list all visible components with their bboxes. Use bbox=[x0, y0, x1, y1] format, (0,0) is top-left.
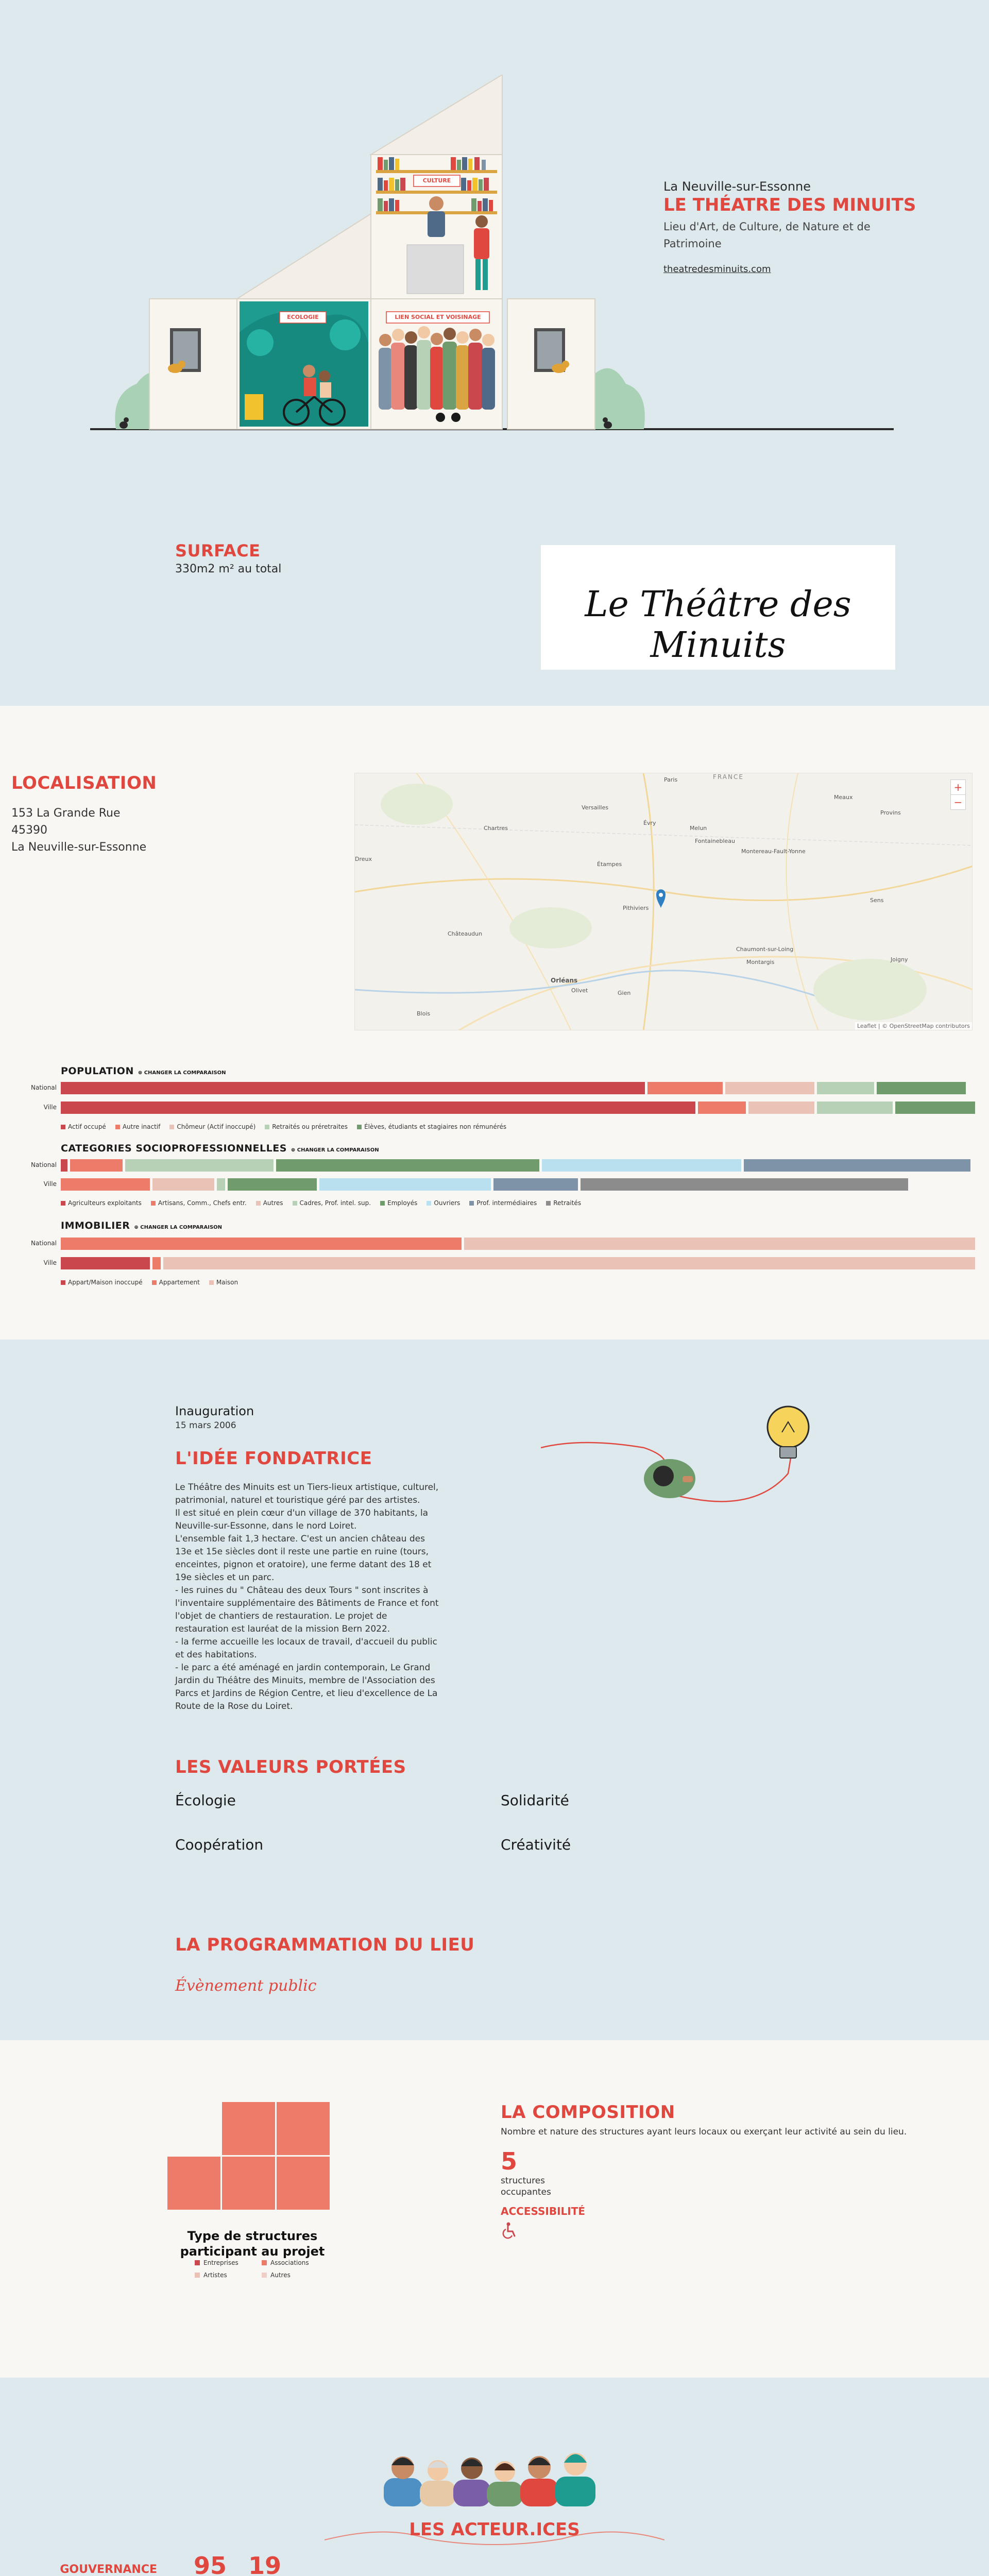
immobilier-bar-national bbox=[61, 1238, 978, 1250]
localisation-section bbox=[0, 706, 989, 1340]
csp-title-text: CATEGORIES SOCIOPROFESSIONNELLES bbox=[61, 1143, 287, 1154]
immobilier-legend bbox=[61, 1279, 247, 1286]
legend-label: Élèves, étudiants et stagiaires non rémunérés bbox=[364, 1123, 507, 1130]
people-illustration bbox=[381, 2439, 613, 2506]
map-label-city: Provins bbox=[880, 809, 901, 816]
idee-section bbox=[0, 1340, 989, 2040]
hero-info bbox=[663, 179, 916, 275]
address bbox=[11, 805, 157, 856]
bar-segment[interactable] bbox=[61, 1101, 695, 1114]
population-label-ville: Ville bbox=[43, 1104, 57, 1111]
legend-item bbox=[293, 1199, 371, 1207]
idee-title: L'IDÉE FONDATRICE bbox=[175, 1448, 372, 1469]
legend-swatch bbox=[169, 1125, 174, 1129]
legend-swatch bbox=[262, 2273, 267, 2278]
gouvernance-label: GOUVERNANCE bbox=[60, 2563, 157, 2576]
valeur-item: Solidarité bbox=[501, 1792, 569, 1809]
valeur-item: Créativité bbox=[501, 1836, 571, 1853]
legend-item bbox=[209, 1279, 238, 1286]
bar-segment[interactable] bbox=[725, 1082, 814, 1094]
valeur-item: Coopération bbox=[175, 1836, 264, 1853]
acteurs-section bbox=[0, 2378, 989, 2576]
map-label-city: Sens bbox=[870, 897, 884, 904]
legend-label: Ouvriers bbox=[434, 1199, 461, 1207]
label-ecologie: ECOLOGIE bbox=[287, 314, 319, 320]
gouvernance-block bbox=[52, 2563, 157, 2576]
address-postcode: 45390 bbox=[11, 824, 47, 837]
legend-item bbox=[61, 1279, 143, 1286]
lightbulb-illustration bbox=[541, 1401, 829, 1525]
programmation-title: LA PROGRAMMATION DU LIEU bbox=[175, 1935, 475, 1955]
csp-change-comparison[interactable]: ⊕ CHANGER LA COMPARAISON bbox=[291, 1147, 379, 1153]
legend-swatch bbox=[380, 1201, 385, 1206]
surface-value: 330m2 m² au total bbox=[175, 563, 282, 575]
legend-item bbox=[61, 1199, 142, 1207]
population-change-comparison[interactable]: ⊕ CHANGER LA COMPARAISON bbox=[138, 1070, 226, 1076]
address-street: 153 La Grande Rue bbox=[11, 807, 121, 820]
csp-title bbox=[61, 1143, 379, 1154]
legend-label: Retraités ou préretraites bbox=[272, 1123, 348, 1130]
idee-text: Le Théâtre des Minuits est un Tiers-lieux artistique, culturel, patrimonial, naturel et touristique géré par des artistes. Il est situé en plein cœur d'un village de 370 habitants, la Neuville-sur-Essonne, dans le nord Loiret. L'ensemble fait 1,3 hectare. C'est un ancien château des 13e et 15e siècles dont il reste une partie en ruine (tours, enceintes, pignon et oratoire), une ferme datant des 18 et 19e siècles et un parc. - les ruines du " Château des deux Tours " sont inscrites à l'inventaire supplémentaire des Bâtiments de France et font l'objet de chantiers de restauration. Le projet de restauration est lauréat de la mission Bern 2022. - la ferme accueille les locaux de travail, d'accueil du public et des habitations. - le parc a été aménagé en jardin contemporain, Le Grand Jardin du Théâtre des Minuits, membre de l'Association des Parcs et Jardins de Région Centre, et lieu d'excellence de La Route de la Rose du Loiret. bbox=[175, 1482, 439, 1711]
benevoles-stat bbox=[194, 2552, 242, 2576]
waffle-square[interactable] bbox=[222, 2102, 275, 2155]
map-label-city: Meaux bbox=[834, 794, 853, 801]
map-label-city: Joigny bbox=[891, 956, 908, 963]
bar-segment[interactable] bbox=[542, 1159, 741, 1172]
surface-title: SURFACE bbox=[175, 541, 261, 561]
csp-legend bbox=[61, 1199, 590, 1207]
bar-segment[interactable] bbox=[125, 1159, 274, 1172]
legend-item-associations bbox=[262, 2259, 329, 2266]
legend-swatch bbox=[469, 1201, 474, 1206]
localisation-title: LOCALISATION bbox=[11, 773, 157, 793]
bar-segment[interactable] bbox=[152, 1257, 161, 1269]
label-culture: CULTURE bbox=[422, 177, 451, 184]
bar-segment[interactable] bbox=[61, 1159, 67, 1172]
bar-segment[interactable] bbox=[647, 1082, 723, 1094]
csp-bar-ville bbox=[61, 1178, 978, 1191]
legend-label: Retraités bbox=[553, 1199, 582, 1207]
hero-name: LE THÉATRE DES MINUITS bbox=[663, 195, 916, 215]
map-label-city: Paris bbox=[664, 776, 678, 783]
hero-description: Lieu d'Art, de Culture, de Nature et de Patrimoine bbox=[663, 221, 871, 250]
hero-place: La Neuville-sur-Essonne bbox=[663, 179, 811, 194]
immobilier-title-text: IMMOBILIER bbox=[61, 1220, 130, 1231]
map-label-country: FRANCE bbox=[713, 773, 744, 781]
legend-label: Entreprises bbox=[203, 2259, 238, 2266]
valeurs-title: LES VALEURS PORTÉES bbox=[175, 1757, 406, 1777]
label-lien-social: LIEN SOCIAL ET VOISINAGE bbox=[395, 314, 481, 320]
legend-label: Agriculteurs exploitants bbox=[68, 1199, 142, 1207]
bar-segment[interactable] bbox=[70, 1159, 123, 1172]
map-label-city: Orléans bbox=[551, 977, 578, 984]
legend-swatch bbox=[195, 2260, 200, 2265]
legend-label: Chômeur (Actif inoccupé) bbox=[177, 1123, 256, 1130]
map-label-city: Melun bbox=[690, 825, 707, 832]
map-label-city: Étampes bbox=[597, 861, 622, 868]
map-label-city: Olivet bbox=[571, 987, 588, 994]
population-label-national: National bbox=[30, 1084, 57, 1091]
map-label-city: Fontainebleau bbox=[695, 838, 736, 844]
wheelchair-icon bbox=[501, 2222, 518, 2239]
csp-label-ville: Ville bbox=[43, 1180, 57, 1188]
bar-segment[interactable] bbox=[319, 1178, 491, 1191]
legend-swatch bbox=[152, 1280, 157, 1285]
bar-segment[interactable] bbox=[61, 1257, 150, 1269]
legend-label: Appart/Maison inoccupé bbox=[68, 1279, 143, 1286]
legend-item bbox=[265, 1123, 348, 1130]
bar-segment[interactable] bbox=[228, 1178, 317, 1191]
benevoles-value: 95 bbox=[194, 2552, 227, 2576]
logo-card bbox=[541, 545, 895, 670]
zoom-in-button[interactable]: + bbox=[950, 779, 966, 795]
legend-label: Employés bbox=[387, 1199, 418, 1207]
map-label-city: Montargis bbox=[746, 959, 775, 965]
structures-count: 5 bbox=[501, 2147, 518, 2175]
composition-description: Nombre et nature des structures ayant leurs locaux ou exerçant leur activité au sein du lieu. bbox=[501, 2127, 907, 2137]
map-attribution[interactable]: Leaflet | © OpenStreetMap contributors bbox=[855, 1022, 972, 1030]
bar-segment[interactable] bbox=[61, 1082, 645, 1094]
legend-swatch bbox=[357, 1125, 362, 1129]
population-bar-national bbox=[61, 1082, 978, 1094]
csp-label-national: National bbox=[30, 1161, 57, 1168]
bar-segment[interactable] bbox=[877, 1082, 966, 1094]
legend-swatch bbox=[61, 1125, 65, 1129]
csp-bar-national bbox=[61, 1159, 978, 1172]
population-bar-ville bbox=[61, 1101, 978, 1114]
legend-label: Actif occupé bbox=[68, 1123, 106, 1130]
acteurs-title: LES ACTEUR.ICES bbox=[409, 2519, 580, 2540]
legend-label: Maison bbox=[216, 1279, 238, 1286]
waffle-square[interactable] bbox=[277, 2157, 330, 2210]
legend-label: Prof. intermédiaires bbox=[476, 1199, 537, 1207]
bar-segment[interactable] bbox=[493, 1178, 578, 1191]
legend-swatch bbox=[262, 2260, 267, 2265]
legend-swatch bbox=[427, 1201, 431, 1206]
legend-label: Cadres, Prof. intel. sup. bbox=[299, 1199, 371, 1207]
legend-swatch bbox=[546, 1201, 551, 1206]
immobilier-label-ville: Ville bbox=[43, 1259, 57, 1266]
legend-swatch bbox=[61, 1201, 65, 1206]
legend-label: Artistes bbox=[203, 2272, 227, 2279]
bar-segment[interactable] bbox=[744, 1159, 970, 1172]
immobilier-bar-ville bbox=[61, 1257, 978, 1269]
structures-count-label-1: structures bbox=[501, 2176, 545, 2186]
legend-swatch bbox=[115, 1125, 120, 1129]
legend-item bbox=[115, 1123, 161, 1130]
legend-swatch bbox=[265, 1125, 269, 1129]
waffle-square[interactable] bbox=[222, 2157, 275, 2210]
legend-swatch bbox=[151, 1201, 156, 1206]
immobilier-title bbox=[61, 1220, 222, 1231]
map-label-city: Blois bbox=[417, 1010, 431, 1017]
legend-label: Autre inactif bbox=[122, 1123, 161, 1130]
map-zoom-controls bbox=[950, 779, 966, 810]
hero-section bbox=[0, 0, 989, 706]
legend-item bbox=[169, 1123, 255, 1130]
bar-segment[interactable] bbox=[464, 1238, 975, 1250]
map-label-city: Gien bbox=[618, 990, 631, 996]
structures-count-label-2: occupantes bbox=[501, 2187, 551, 2197]
bar-segment[interactable] bbox=[163, 1257, 975, 1269]
bar-segment[interactable] bbox=[581, 1178, 908, 1191]
legend-label: Associations bbox=[270, 2259, 309, 2266]
logo-text: Le Théâtre des Minuits bbox=[585, 584, 851, 666]
legend-item bbox=[151, 1199, 247, 1207]
composition-section bbox=[0, 2040, 989, 2378]
legend-label: Autres bbox=[270, 2272, 291, 2279]
bar-segment[interactable] bbox=[817, 1101, 892, 1114]
bar-segment[interactable] bbox=[895, 1101, 975, 1114]
emplois-stat bbox=[248, 2552, 319, 2576]
legend-swatch bbox=[256, 1201, 261, 1206]
legend-item bbox=[152, 1279, 200, 1286]
inauguration-label: Inauguration bbox=[175, 1404, 254, 1418]
legend-item bbox=[546, 1199, 581, 1207]
legend-swatch bbox=[293, 1201, 297, 1206]
map-label-city: Évry bbox=[643, 820, 656, 826]
waffle-square[interactable] bbox=[277, 2102, 330, 2155]
valeur-item: Écologie bbox=[175, 1792, 236, 1809]
inauguration-date: 15 mars 2006 bbox=[175, 1420, 236, 1431]
programmation-item: Évènement public bbox=[175, 1977, 317, 1995]
bar-segment[interactable] bbox=[698, 1101, 746, 1114]
legend-item bbox=[256, 1199, 283, 1207]
map-label-city: Versailles bbox=[582, 804, 609, 811]
composition-block bbox=[501, 2102, 954, 2241]
map[interactable] bbox=[354, 773, 973, 1030]
legend-swatch bbox=[195, 2273, 200, 2278]
waffle-square[interactable] bbox=[167, 2157, 220, 2210]
localisation-block bbox=[11, 773, 157, 856]
legend-label: Autres bbox=[263, 1199, 283, 1207]
idee-block bbox=[175, 1404, 464, 1713]
legend-item-entreprises bbox=[195, 2259, 262, 2266]
map-label-city: Chaumont-sur-Loing bbox=[736, 946, 794, 953]
structures-chart-legend bbox=[195, 2259, 329, 2279]
emplois-value: 19 bbox=[248, 2552, 282, 2576]
map-label-city: Châteaudun bbox=[448, 930, 483, 937]
surface-block bbox=[175, 541, 281, 575]
composition-title: LA COMPOSITION bbox=[501, 2102, 675, 2123]
map-label-city: Dreux bbox=[355, 856, 372, 862]
bar-segment[interactable] bbox=[217, 1178, 225, 1191]
population-title-text: POPULATION bbox=[61, 1065, 134, 1077]
population-legend bbox=[61, 1123, 516, 1130]
structures-chart-title: Type de structures participant au projet bbox=[180, 2229, 325, 2259]
website-link[interactable]: theatredesminuits.com bbox=[663, 264, 771, 275]
map-label-city: Montereau-Fault-Yonne bbox=[741, 848, 806, 855]
legend-item-autres bbox=[262, 2272, 329, 2279]
address-city: La Neuville-sur-Essonne bbox=[11, 841, 147, 854]
population-title bbox=[61, 1065, 226, 1077]
legend-item bbox=[427, 1199, 460, 1207]
legend-swatch bbox=[61, 1280, 65, 1285]
legend-item bbox=[469, 1199, 537, 1207]
legend-item bbox=[357, 1123, 506, 1130]
bar-segment[interactable] bbox=[276, 1159, 539, 1172]
legend-label: Appartement bbox=[159, 1279, 200, 1286]
bar-segment[interactable] bbox=[748, 1101, 815, 1114]
map-label-city: Chartres bbox=[484, 825, 508, 832]
bar-segment[interactable] bbox=[817, 1082, 874, 1094]
zoom-out-button[interactable]: − bbox=[950, 795, 966, 810]
legend-item-artistes bbox=[195, 2272, 262, 2279]
legend-item bbox=[61, 1123, 106, 1130]
map-label-city: Pithiviers bbox=[623, 905, 649, 911]
accessibility-title: ACCESSIBILITÉ bbox=[501, 2205, 586, 2217]
legend-swatch bbox=[209, 1280, 214, 1285]
bar-segment[interactable] bbox=[61, 1238, 462, 1250]
bar-segment[interactable] bbox=[61, 1178, 150, 1191]
legend-item bbox=[380, 1199, 417, 1207]
immobilier-change-comparison[interactable]: ⊕ CHANGER LA COMPARAISON bbox=[134, 1225, 223, 1230]
legend-label: Artisans, Comm., Chefs entr. bbox=[158, 1199, 247, 1207]
immobilier-label-national: National bbox=[30, 1240, 57, 1247]
bar-segment[interactable] bbox=[152, 1178, 214, 1191]
